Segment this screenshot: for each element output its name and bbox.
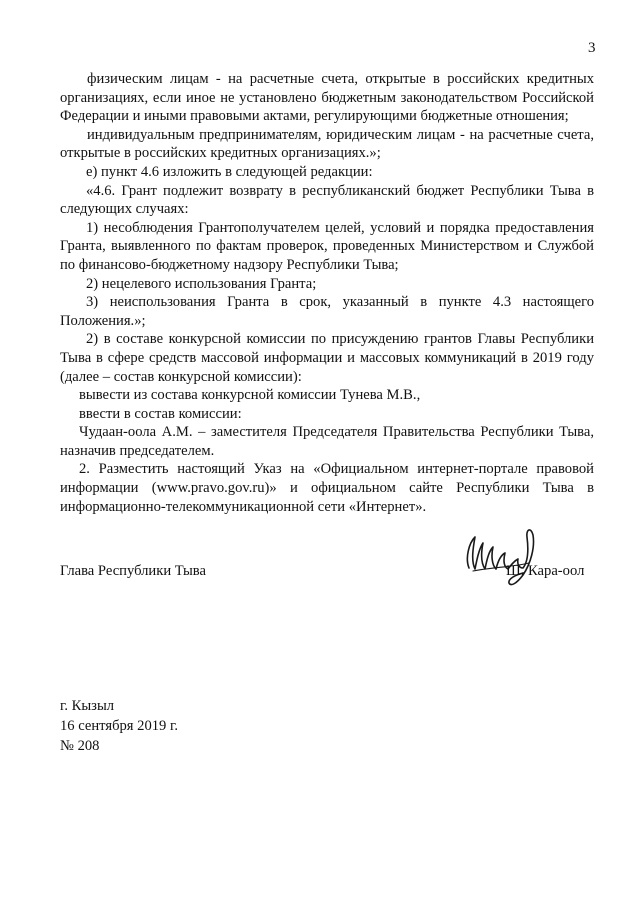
paragraph-item-e: е) пункт 4.6 изложить в следующей редакции: [86,163,373,180]
decree-number: № 208 [60,738,100,754]
paragraph-case-2: 2) нецелевого использования Гранта; [86,275,317,292]
paragraph-new-chair: Чудаан-оола А.М. – заместителя Председателя Правительства Республики Тыва, назначив председателем. [60,424,594,459]
page-number: 3 [588,40,596,56]
place-of-signing: г. Кызыл [60,698,115,714]
document-footer [60,696,178,756]
paragraph-entrepreneurs: индивидуальным предпринимателям, юридическим лицам - на расчетные счета, открытые в российских кредитных организациях.»; [60,126,594,162]
paragraph-individuals: физическим лицам - на расчетные счета, открытые в российских кредитных организациях, если иное не установлено бюджетным законодательством Российской Федерации и иными правовыми актами, регулирующими бюджетные отношения; [60,71,594,125]
paragraph-remove-member: вывести из состава конкурсной комиссии Тунева М.В., [79,387,421,404]
signatory-title: Глава Республики Тыва [60,563,206,579]
signing-date: 16 сентября 2019 г. [60,718,178,734]
paragraph-commission: 2) в составе конкурсной комиссии по присуждению грантов Главы Республики Тыва в сфере средств массовой информации и массовых коммуникаций в 2019 году (далее – состав конкурсной комиссии): [60,331,594,385]
paragraph-case-1: 1) несоблюдения Грантополучателем целей, условий и порядка предоставления Гранта, выявленного по фактам проверок, проведенных Министерством и Службой по финансово-бюджетному надзору Республики Тыва; [60,219,594,273]
document-body [60,70,594,516]
paragraph-add-member: ввести в состав комиссии: [79,405,242,422]
paragraph-clause-4-6: «4.6. Грант подлежит возврату в республиканский бюджет Республики Тыва в следующих случаях: [60,182,594,218]
handwritten-signature [463,523,558,593]
paragraph-publication: 2. Разместить настоящий Указ на «Официальном интернет-портале правовой информации (www.pravo.gov.ru)» и официальном сайте Республики Тыва в информационно-телекоммуникационной сети «Интернет». [60,461,594,515]
paragraph-case-3: 3) неиспользования Гранта в срок, указанный в пункте 4.3 настоящего Положения.»; [60,294,594,329]
signatory-name: Ш. Кара-оол [506,563,585,579]
